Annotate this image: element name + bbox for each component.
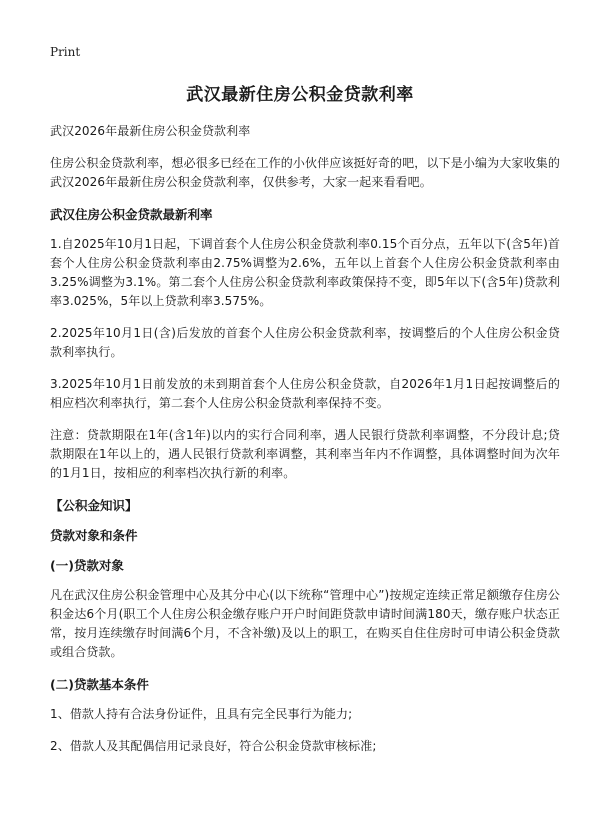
rates-paragraph-1: 1.自2025年10月1日起，下调首套个人住房公积金贷款利率0.15个百分点，五年以下(含5年)首套个人住房公积金贷款利率由2.75%调整为2.6%，五年以上首套个人住房公积金贷款利率由3.25%调整为3.1%。第二套个人住房公积金贷款利率政策保持不变，即5年以下(含5年)贷款利率3.025%，5年以上贷款利率3.575%。 xyxy=(50,237,560,308)
basic-conditions-heading: (二)贷款基本条件 xyxy=(50,677,149,692)
print-link[interactable]: Print xyxy=(50,45,81,59)
rates-paragraph-3: 3.2025年10月1日前发放的未到期首套个人住房公积金贷款，自2026年1月1日起按调整后的相应档次利率执行，第二套个人住房公积金贷款利率保持不变。 xyxy=(50,377,560,410)
conditions-heading: 贷款对象和条件 xyxy=(50,528,138,543)
basic-condition-item: 2、借款人及其配偶信用记录良好，符合公积金贷款审核标准; xyxy=(50,739,377,753)
basic-condition-item: 1、借款人持有合法身份证件，且具有完全民事行为能力; xyxy=(50,707,353,721)
rates-note: 注意：贷款期限在1年(含1年)以内的实行合同利率，遇人民银行贷款利率调整，不分段计息;贷款期限在1年以上的，遇人民银行贷款利率调整，其利率当年内不作调整，具体调整时间为次年的1月1日，按相应的利率档次执行新的利率。 xyxy=(50,428,560,480)
subtitle: 武汉2026年最新住房公积金贷款利率 xyxy=(50,124,251,138)
knowledge-label: 【公积金知识】 xyxy=(50,498,138,513)
article-body xyxy=(50,122,560,769)
target-heading: (一)贷款对象 xyxy=(50,558,124,573)
page-title: 武汉最新住房公积金贷款利率 xyxy=(186,85,414,105)
rates-paragraph-2: 2.2025年10月1日(含)后发放的首套个人住房公积金贷款利率，按调整后的个人住房公积金贷款利率执行。 xyxy=(50,326,560,359)
intro-paragraph: 住房公积金贷款利率，想必很多已经在工作的小伙伴应该挺好奇的吧，以下是小编为大家收集的武汉2026年最新住房公积金贷款利率，仅供参考，大家一起来看看吧。 xyxy=(50,156,560,189)
target-paragraph: 凡在武汉住房公积金管理中心及其分中心(以下统称“管理中心”)按规定连续正常足额缴存住房公积金达6个月(职工个人住房公积金缴存账户开户时间距贷款申请时间满180天，缴存账户状态正常，按月连续缴存时间满6个月，不含补缴)及以上的职工，在购买自住住房时可申请公积金贷款或组合贷款。 xyxy=(50,588,560,659)
rates-heading: 武汉住房公积金贷款最新利率 xyxy=(50,207,213,222)
